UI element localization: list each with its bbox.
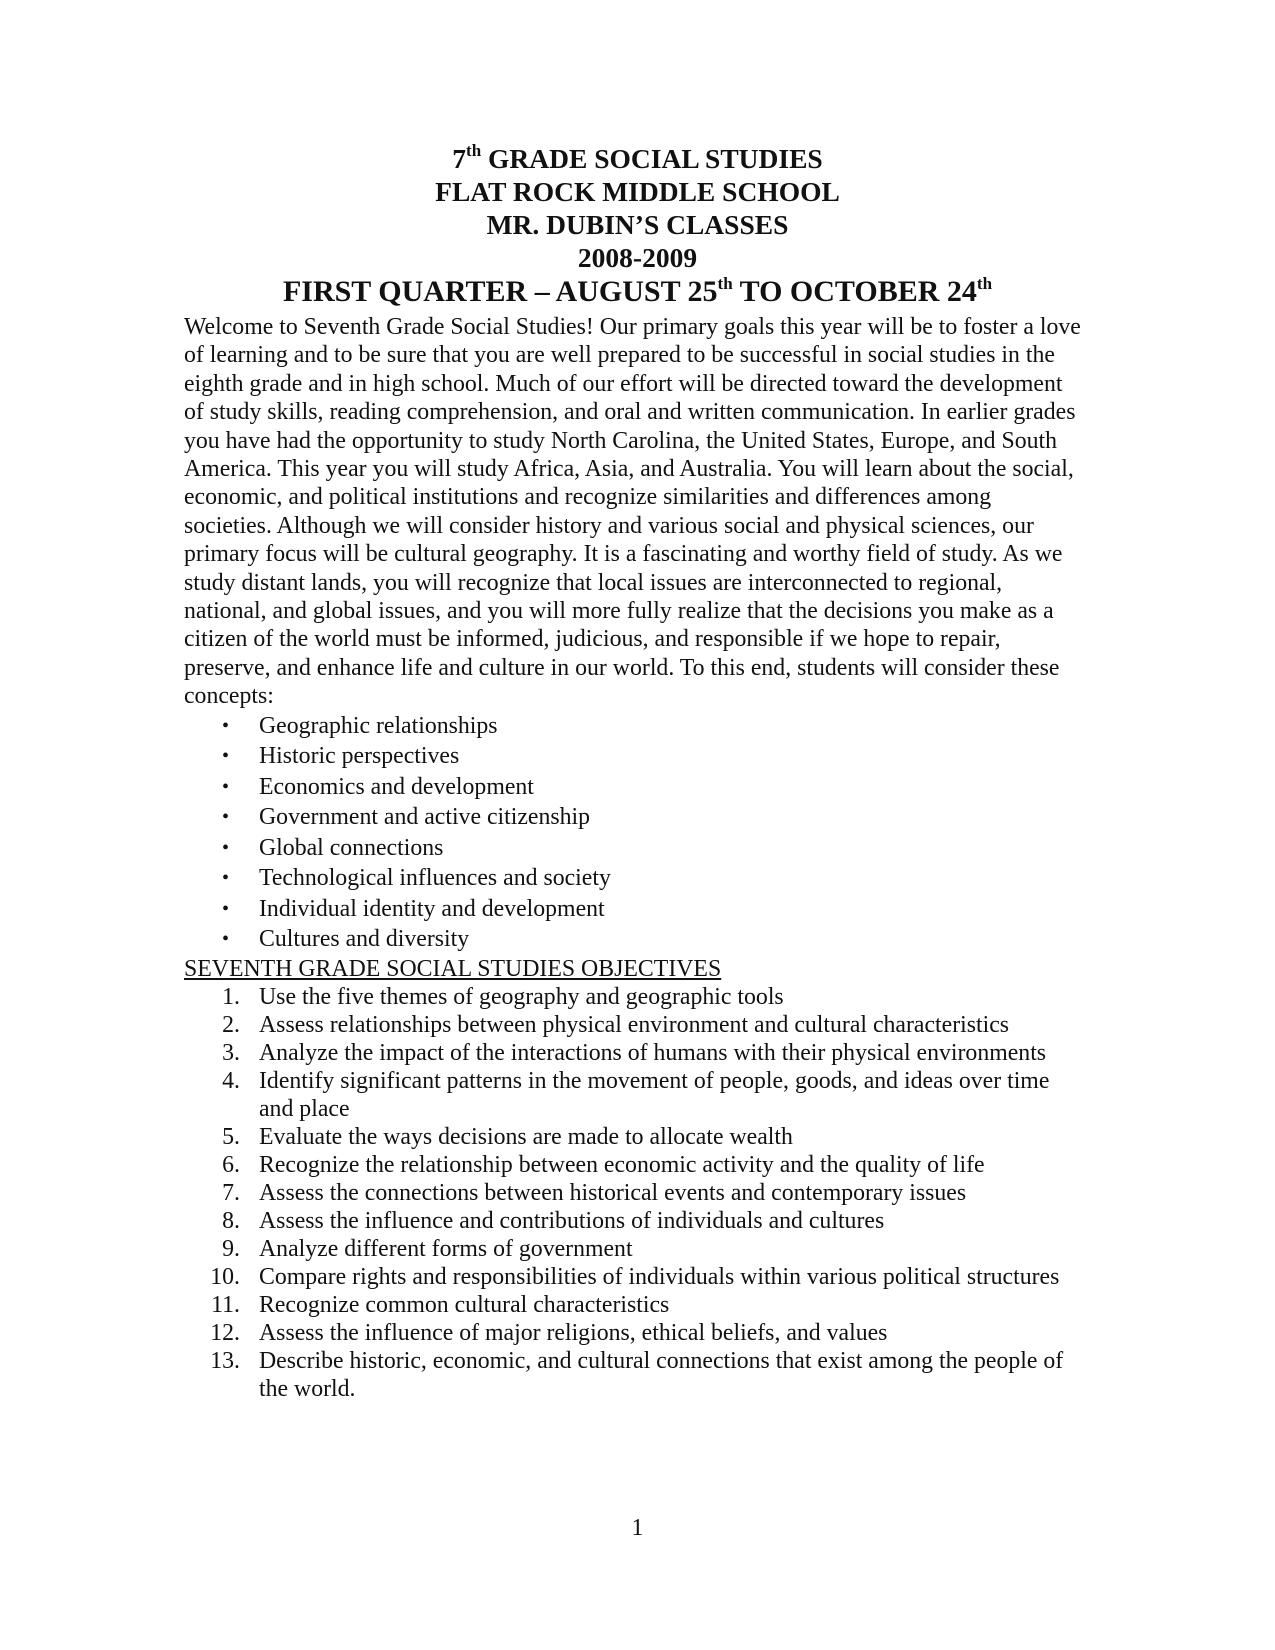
bullet-icon: •	[222, 897, 230, 920]
objective-number: 4.	[222, 1067, 240, 1094]
objective-text: Assess relationships between physical environment and cultural characteristics	[259, 1011, 1010, 1038]
list-item	[184, 741, 1084, 772]
list-item	[184, 1123, 1084, 1151]
objective-text: Identify significant patterns in the movement of people, goods, and ideas over time and place	[259, 1067, 1050, 1122]
objective-text: Analyze different forms of government	[259, 1235, 633, 1262]
objective-number: 1.	[222, 983, 240, 1010]
objective-number: 3.	[222, 1039, 240, 1066]
concept-text: Government and active citizenship	[259, 804, 591, 831]
list-item	[184, 1011, 1084, 1039]
bullet-icon: •	[222, 836, 230, 859]
header-teacher-line: MR. DUBIN’S CLASSES	[486, 209, 789, 240]
objective-number: 9.	[222, 1235, 240, 1262]
header-school-line: FLAT ROCK MIDDLE SCHOOL	[435, 176, 840, 207]
objective-text: Assess the influence and contributions of individuals and cultures	[259, 1207, 885, 1234]
grade-title: GRADE SOCIAL STUDIES	[481, 143, 823, 174]
concept-text: Geographic relationships	[259, 712, 498, 739]
bullet-icon: •	[222, 714, 230, 737]
objective-number: 2.	[222, 1011, 240, 1038]
list-item	[184, 1151, 1084, 1179]
objective-text: Compare rights and responsibilities of individuals within various political structures	[259, 1263, 1060, 1290]
quarter-end-text: TO OCTOBER 24	[732, 275, 977, 308]
bullet-icon: •	[222, 806, 230, 829]
list-item	[184, 983, 1084, 1011]
list-item	[184, 772, 1084, 803]
concept-text: Individual identity and development	[259, 895, 605, 922]
page-number: 1	[631, 1515, 644, 1541]
objective-number: 6.	[222, 1151, 240, 1178]
intro-paragraph: Welcome to Seventh Grade Social Studies! Our primary goals this year will be to foster a love of learning and to be sure that you are well prepared to be successful in social studies in the eighth grade and in high school. Much of our effort will be directed toward the development of study skills, reading comprehension, and oral and written communication. In earlier grades you have had the opportunity to study North Carolina, the United States, Europe, and South America. This year you will study Africa, Asia, and Australia. You will learn about the social, economic, and political institutions and recognize similarities and differences among societies. Although we will consider history and various social and physical sciences, our primary focus will be cultural geography. It is a fascinating and worthy field of study. As we study distant lands, you will recognize that local issues are interconnected to regional, national, and global issues, and you will more fully realize that the decisions you make as a citizen of the world must be informed, judicious, and responsible if we hope to repair, preserve, and enhance life and culture in our world. To this end, students will consider these concepts:	[184, 314, 1081, 710]
concept-text: Global connections	[259, 834, 444, 861]
objective-number: 12.	[210, 1319, 240, 1346]
objective-text: Analyze the impact of the interactions of humans with their physical environments	[259, 1039, 1047, 1066]
concept-text: Cultures and diversity	[259, 926, 470, 953]
objective-number: 7.	[222, 1179, 240, 1206]
document-body	[184, 313, 1084, 1403]
objectives-heading: SEVENTH GRADE SOCIAL STUDIES OBJECTIVES	[184, 955, 722, 982]
objective-text: Assess the influence of major religions, ethical beliefs, and values	[259, 1319, 888, 1346]
objective-text: Assess the connections between historical events and contemporary issues	[259, 1179, 967, 1206]
list-item	[184, 1067, 1084, 1123]
bullet-icon: •	[222, 775, 230, 798]
objective-text: Evaluate the ways decisions are made to allocate wealth	[259, 1123, 793, 1150]
list-item	[184, 863, 1084, 894]
quarter-end-ordinal: th	[976, 274, 993, 293]
objective-number: 13.	[210, 1347, 240, 1374]
objective-number: 5.	[222, 1123, 240, 1150]
quarter-start-ordinal: th	[717, 274, 733, 293]
quarter-start-text: FIRST QUARTER – AUGUST 25	[282, 275, 718, 308]
concept-text: Historic perspectives	[259, 743, 460, 770]
concept-text: Economics and development	[259, 773, 534, 800]
list-item	[184, 1235, 1084, 1263]
objective-number: 10.	[210, 1263, 240, 1290]
objectives-list	[184, 983, 1084, 1403]
header-grade-line	[0, 142, 1275, 175]
list-item	[184, 894, 1084, 925]
bullet-icon: •	[222, 867, 230, 890]
document-header	[0, 142, 1275, 310]
objective-number: 8.	[222, 1207, 240, 1234]
objective-text: Use the five themes of geography and geographic tools	[259, 983, 784, 1010]
list-item	[184, 711, 1084, 742]
objective-text: Recognize common cultural characteristics	[259, 1291, 670, 1318]
objective-text: Recognize the relationship between economic activity and the quality of life	[259, 1151, 985, 1178]
list-item	[184, 1179, 1084, 1207]
objective-text: Describe historic, economic, and cultural connections that exist among the people of the world.	[259, 1347, 1064, 1402]
concepts-list	[184, 711, 1084, 955]
header-year-line: 2008-2009	[577, 242, 698, 273]
bullet-icon: •	[222, 928, 230, 951]
list-item	[184, 1039, 1084, 1067]
list-item	[184, 1347, 1084, 1403]
objective-number: 11.	[211, 1291, 240, 1318]
list-item	[184, 833, 1084, 864]
header-quarter-line	[0, 274, 1275, 310]
list-item	[184, 1263, 1084, 1291]
list-item	[184, 1319, 1084, 1347]
list-item	[184, 802, 1084, 833]
bullet-icon: •	[222, 745, 230, 768]
list-item	[184, 1207, 1084, 1235]
grade-ordinal: th	[466, 141, 482, 160]
concept-text: Technological influences and society	[259, 865, 611, 892]
list-item	[184, 1291, 1084, 1319]
grade-number: 7	[452, 143, 467, 174]
list-item	[184, 924, 1084, 955]
